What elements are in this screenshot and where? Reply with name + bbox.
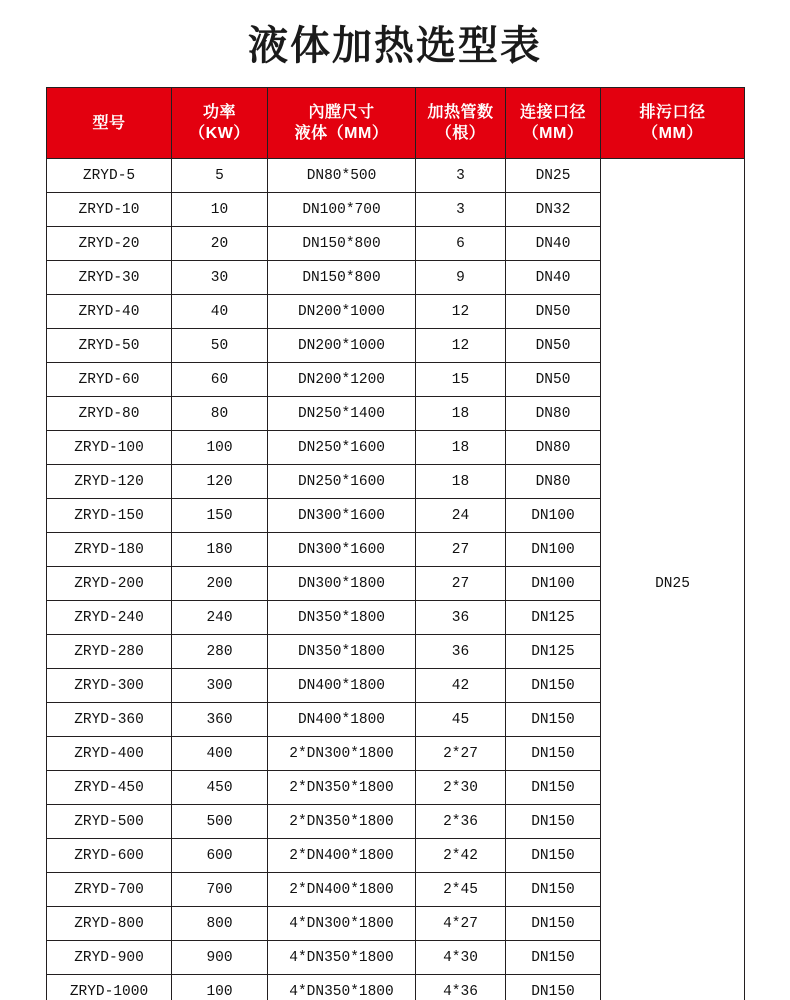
cell-connection: DN125: [506, 601, 601, 635]
cell-power: 80: [172, 397, 268, 431]
cell-model: ZRYD-1000: [47, 975, 172, 1000]
cell-model: ZRYD-200: [47, 567, 172, 601]
header-power: [172, 88, 268, 159]
cell-model: ZRYD-5: [47, 159, 172, 193]
header-drain-line2: （MM）: [642, 125, 703, 142]
cell-cavity: 2*DN350*1800: [268, 805, 416, 839]
cell-cavity: 4*DN350*1800: [268, 975, 416, 1000]
cell-tubes: 3: [416, 193, 506, 227]
cell-connection: DN25: [506, 159, 601, 193]
cell-power: 100: [172, 431, 268, 465]
cell-cavity: DN400*1800: [268, 703, 416, 737]
cell-power: 600: [172, 839, 268, 873]
cell-connection: DN50: [506, 295, 601, 329]
cell-cavity: DN300*1600: [268, 499, 416, 533]
cell-cavity: DN400*1800: [268, 669, 416, 703]
cell-connection: DN125: [506, 635, 601, 669]
cell-power: 120: [172, 465, 268, 499]
cell-tubes: 18: [416, 397, 506, 431]
cell-power: 700: [172, 873, 268, 907]
cell-model: ZRYD-180: [47, 533, 172, 567]
cell-model: ZRYD-400: [47, 737, 172, 771]
cell-tubes: 2*36: [416, 805, 506, 839]
cell-connection: DN150: [506, 839, 601, 873]
table-container: [0, 87, 790, 1000]
cell-connection: DN80: [506, 431, 601, 465]
cell-power: 900: [172, 941, 268, 975]
cell-cavity: DN80*500: [268, 159, 416, 193]
cell-connection: DN150: [506, 873, 601, 907]
cell-tubes: 27: [416, 567, 506, 601]
header-power-line2: （KW）: [189, 125, 250, 142]
cell-tubes: 42: [416, 669, 506, 703]
cell-model: ZRYD-700: [47, 873, 172, 907]
cell-model: ZRYD-450: [47, 771, 172, 805]
cell-power: 150: [172, 499, 268, 533]
header-tube-count: [416, 88, 506, 159]
header-connection-diameter: [506, 88, 601, 159]
cell-tubes: 4*36: [416, 975, 506, 1000]
cell-tubes: 18: [416, 431, 506, 465]
cell-tubes: 24: [416, 499, 506, 533]
cell-power: 60: [172, 363, 268, 397]
cell-cavity: DN150*800: [268, 261, 416, 295]
cell-cavity: DN300*1600: [268, 533, 416, 567]
cell-connection: DN150: [506, 805, 601, 839]
cell-power: 450: [172, 771, 268, 805]
cell-cavity: DN300*1800: [268, 567, 416, 601]
cell-connection: DN100: [506, 567, 601, 601]
cell-tubes: 3: [416, 159, 506, 193]
table-row: [47, 159, 745, 193]
cell-model: ZRYD-300: [47, 669, 172, 703]
cell-tubes: 9: [416, 261, 506, 295]
cell-tubes: 18: [416, 465, 506, 499]
header-cavity-size: [268, 88, 416, 159]
cell-connection: DN150: [506, 975, 601, 1000]
cell-drain-diameter: DN25: [601, 159, 745, 1000]
cell-model: ZRYD-50: [47, 329, 172, 363]
header-conn-line2: （MM）: [522, 125, 584, 142]
specification-table: [46, 87, 745, 1000]
cell-model: ZRYD-120: [47, 465, 172, 499]
cell-connection: DN50: [506, 329, 601, 363]
cell-tubes: 27: [416, 533, 506, 567]
cell-tubes: 12: [416, 329, 506, 363]
cell-connection: DN100: [506, 533, 601, 567]
cell-connection: DN50: [506, 363, 601, 397]
header-cavity-line1: 內膛尺寸: [308, 104, 375, 121]
header-tubes-line1: 加热管数: [427, 104, 494, 121]
cell-power: 10: [172, 193, 268, 227]
cell-connection: DN100: [506, 499, 601, 533]
cell-connection: DN40: [506, 227, 601, 261]
cell-cavity: DN250*1600: [268, 465, 416, 499]
header-drain-diameter: [601, 88, 745, 159]
cell-power: 500: [172, 805, 268, 839]
cell-tubes: 12: [416, 295, 506, 329]
cell-cavity: DN250*1400: [268, 397, 416, 431]
cell-power: 20: [172, 227, 268, 261]
cell-model: ZRYD-150: [47, 499, 172, 533]
cell-tubes: 2*30: [416, 771, 506, 805]
cell-tubes: 15: [416, 363, 506, 397]
cell-model: ZRYD-280: [47, 635, 172, 669]
cell-power: 40: [172, 295, 268, 329]
cell-cavity: 4*DN300*1800: [268, 907, 416, 941]
header-model: [47, 88, 172, 159]
cell-model: ZRYD-40: [47, 295, 172, 329]
cell-model: ZRYD-900: [47, 941, 172, 975]
header-row: [47, 88, 745, 159]
cell-connection: DN32: [506, 193, 601, 227]
cell-tubes: 4*30: [416, 941, 506, 975]
cell-power: 30: [172, 261, 268, 295]
cell-connection: DN150: [506, 669, 601, 703]
cell-connection: DN150: [506, 941, 601, 975]
cell-tubes: 4*27: [416, 907, 506, 941]
header-cavity-line2: 液体（MM）: [294, 125, 389, 142]
cell-tubes: 36: [416, 635, 506, 669]
cell-power: 180: [172, 533, 268, 567]
cell-connection: DN80: [506, 465, 601, 499]
cell-tubes: 36: [416, 601, 506, 635]
cell-cavity: 2*DN350*1800: [268, 771, 416, 805]
cell-power: 240: [172, 601, 268, 635]
cell-model: ZRYD-500: [47, 805, 172, 839]
cell-cavity: DN200*1000: [268, 295, 416, 329]
cell-model: ZRYD-100: [47, 431, 172, 465]
table-header: [47, 88, 745, 159]
cell-model: ZRYD-20: [47, 227, 172, 261]
cell-tubes: 2*27: [416, 737, 506, 771]
cell-cavity: 2*DN300*1800: [268, 737, 416, 771]
cell-connection: DN40: [506, 261, 601, 295]
cell-power: 100: [172, 975, 268, 1000]
cell-model: ZRYD-360: [47, 703, 172, 737]
cell-model: ZRYD-600: [47, 839, 172, 873]
cell-cavity: DN100*700: [268, 193, 416, 227]
cell-power: 5: [172, 159, 268, 193]
cell-model: ZRYD-800: [47, 907, 172, 941]
cell-cavity: 2*DN400*1800: [268, 839, 416, 873]
page-title: 液体加热选型表: [248, 24, 542, 68]
cell-power: 360: [172, 703, 268, 737]
cell-cavity: DN250*1600: [268, 431, 416, 465]
header-drain-line1: 排污口径: [639, 104, 706, 121]
cell-connection: DN150: [506, 907, 601, 941]
cell-tubes: 2*42: [416, 839, 506, 873]
cell-connection: DN150: [506, 737, 601, 771]
cell-connection: DN150: [506, 771, 601, 805]
cell-power: 200: [172, 567, 268, 601]
cell-model: ZRYD-30: [47, 261, 172, 295]
cell-cavity: DN200*1200: [268, 363, 416, 397]
cell-cavity: 4*DN350*1800: [268, 941, 416, 975]
cell-model: ZRYD-10: [47, 193, 172, 227]
cell-tubes: 6: [416, 227, 506, 261]
header-model-line1: 型号: [92, 114, 126, 132]
cell-power: 800: [172, 907, 268, 941]
cell-model: ZRYD-80: [47, 397, 172, 431]
cell-tubes: 45: [416, 703, 506, 737]
cell-tubes: 2*45: [416, 873, 506, 907]
cell-model: ZRYD-60: [47, 363, 172, 397]
cell-cavity: 2*DN400*1800: [268, 873, 416, 907]
cell-cavity: DN200*1000: [268, 329, 416, 363]
cell-connection: DN150: [506, 703, 601, 737]
cell-power: 280: [172, 635, 268, 669]
cell-connection: DN80: [506, 397, 601, 431]
cell-cavity: DN350*1800: [268, 635, 416, 669]
cell-cavity: DN150*800: [268, 227, 416, 261]
cell-power: 300: [172, 669, 268, 703]
header-conn-line1: 连接口径: [519, 104, 586, 121]
cell-power: 50: [172, 329, 268, 363]
header-tubes-line2: （根）: [435, 125, 486, 142]
header-power-line1: 功率: [202, 104, 236, 121]
cell-model: ZRYD-240: [47, 601, 172, 635]
table-body: [47, 159, 745, 1000]
cell-cavity: DN350*1800: [268, 601, 416, 635]
cell-power: 400: [172, 737, 268, 771]
